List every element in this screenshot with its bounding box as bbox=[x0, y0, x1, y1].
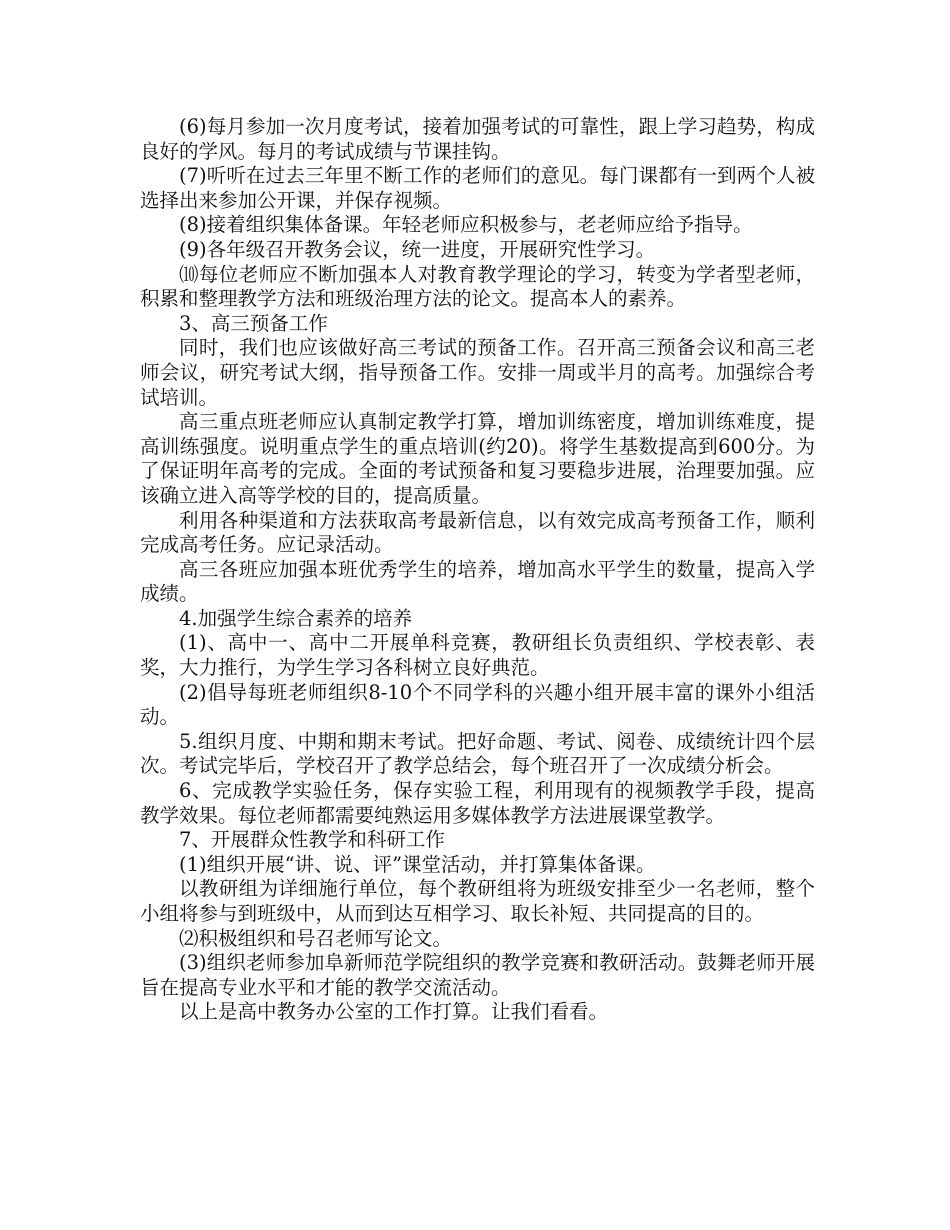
section-heading: 3、高三预备工作 bbox=[179, 311, 328, 335]
section-heading: 7、开展群众性教学和科研工作 bbox=[179, 828, 445, 852]
paragraph: 同时，我们也应该做好高三考试的预备工作。召开高三预备会议和高三老师会议，研究考试大纲，指导预备工作。安排一周或半月的高考。加强综合考试培训。 bbox=[140, 336, 815, 409]
paragraph: 以教研组为详细施行单位，每个教研组将为班级安排至少一名老师，整个小组将参与到班级中，从而到达互相学习、取长补短、共同提高的目的。 bbox=[140, 877, 815, 925]
paragraph: 利用各种渠道和方法获取高考最新信息，以有效完成高考预备工作，顺利完成高考任务。应记录活动。 bbox=[140, 508, 815, 557]
document-body bbox=[140, 115, 815, 1025]
paragraph: (1)、高中一、高中二开展单科竞赛，教研组长负责组织、学校表彰、表奖，大力推行，为学生学习各科树立良好典范。 bbox=[140, 631, 815, 680]
paragraph: 高三各班应加强本班优秀学生的培养，增加高水平学生的数量，提高入学成绩。 bbox=[140, 557, 815, 606]
paragraph: (8)接着组织集体备课。年轻老师应积极参与，老老师应给予指导。 bbox=[179, 213, 753, 237]
paragraph: (3)组织老师参加阜新师范学院组织的教学竞赛和教研活动。鼓舞老师开展旨在提高专业水平和才能的教学交流活动。 bbox=[140, 951, 815, 999]
paragraph: (2)倡导每班老师组织8-10个不同学科的兴趣小组开展丰富的课外小组活动。 bbox=[140, 680, 815, 729]
paragraph: (9)各年级召开教务会议，统一进度，开展研究性学习。 bbox=[179, 237, 656, 261]
paragraph: 5.组织月度、中期和期末考试。把好命题、考试、阅卷、成绩统计四个层次。考试完毕后，学校召开了教学总结会，每个班召开了一次成绩分析会。 bbox=[140, 729, 815, 778]
paragraph: 高三重点班老师应认真制定教学打算，增加训练密度，增加训练难度，提高训练强度。说明重点学生的重点培训(约20)。将学生基数提高到600分。为了保证明年高考的完成。全面的考试预备和复习要稳步进展，治理要加强。应该确立进入高等学校的目的，提高质量。 bbox=[140, 410, 815, 507]
paragraph: ⑽每位老师应不断加强本人对教育教学理论的学习，转变为学者型老师，积累和整理教学方法和班级治理方法的论文。提高本人的素养。 bbox=[140, 262, 815, 311]
paragraph: (1)组织开展“讲、说、评”课堂活动，并打算集体备课。 bbox=[179, 852, 656, 876]
paragraph: 以上是高中教务办公室的工作打算。让我们看看。 bbox=[179, 1000, 609, 1024]
section-heading: 4.加强学生综合素养的培养 bbox=[179, 606, 413, 630]
paragraph: (7)听听在过去三年里不断工作的老师们的意见。每门课都有一到两个人被选择出来参加公开课，并保存视频。 bbox=[140, 164, 815, 212]
paragraph: 6、完成教学实验任务，保存实验工程，利用现有的视频教学手段，提高教学效果。每位老师都需要纯熟运用多媒体教学方法进展课堂教学。 bbox=[140, 779, 815, 827]
paragraph: ⑵积极组织和号召老师写论文。 bbox=[179, 926, 453, 950]
paragraph: (6)每月参加一次月度考试，接着加强考试的可靠性，跟上学习趋势，构成良好的学风。每月的考试成绩与节课挂钩。 bbox=[140, 115, 815, 163]
